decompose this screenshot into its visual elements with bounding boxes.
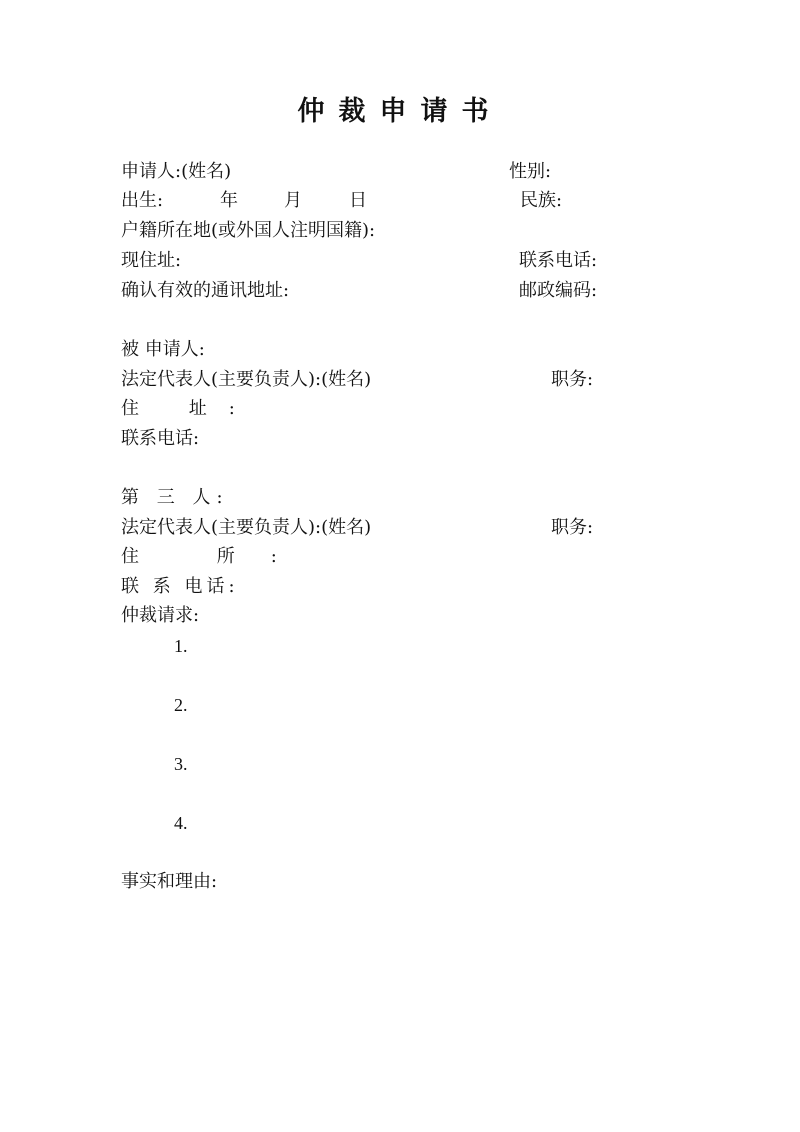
applicant-gender-label: 性别: bbox=[509, 161, 552, 182]
third-party-phone-label: 联 系 电话: bbox=[121, 576, 239, 597]
applicant-mail-address-label: 确认有效的通讯地址: bbox=[121, 280, 290, 301]
applicant-birth-label: 出生: bbox=[121, 190, 164, 211]
third-party-header: 第 三 人: bbox=[121, 487, 229, 508]
birth-month-label: 月 bbox=[284, 190, 302, 211]
facts-and-reasons-label: 事实和理由: bbox=[121, 871, 218, 892]
applicant-postcode-label: 邮政编码: bbox=[519, 280, 598, 301]
applicant-ethnicity-label: 民族: bbox=[520, 190, 563, 211]
applicant-address-label: 现住址: bbox=[121, 250, 182, 271]
respondent-position-label: 职务: bbox=[551, 369, 594, 390]
birth-day-label: 日 bbox=[349, 190, 367, 211]
claim-item-2: 2. bbox=[174, 695, 188, 715]
document-title: 仲裁申请书 bbox=[297, 96, 503, 127]
third-party-legal-rep-label: 法定代表人(主要负责人):(姓名) bbox=[121, 517, 372, 538]
respondent-legal-rep-label: 法定代表人(主要负责人):(姓名) bbox=[121, 369, 372, 390]
birth-year-label: 年 bbox=[220, 190, 238, 211]
claim-item-3: 3. bbox=[174, 754, 188, 774]
respondent-phone-label: 联系电话: bbox=[121, 428, 200, 449]
claim-item-4: 4. bbox=[174, 813, 188, 833]
claims-header: 仲裁请求: bbox=[121, 605, 200, 626]
applicant-name-label: 申请人:(姓名) bbox=[121, 161, 232, 182]
third-party-address-label: 住 所: bbox=[121, 546, 313, 567]
claim-item-1: 1. bbox=[174, 636, 188, 656]
applicant-hukou-label: 户籍所在地(或外国人注明国籍): bbox=[121, 220, 376, 241]
respondent-header: 被 申请人: bbox=[121, 339, 205, 360]
third-party-position-label: 职务: bbox=[551, 517, 594, 538]
applicant-phone-label: 联系电话: bbox=[519, 250, 598, 271]
respondent-address-label: 住 址: bbox=[121, 398, 257, 419]
